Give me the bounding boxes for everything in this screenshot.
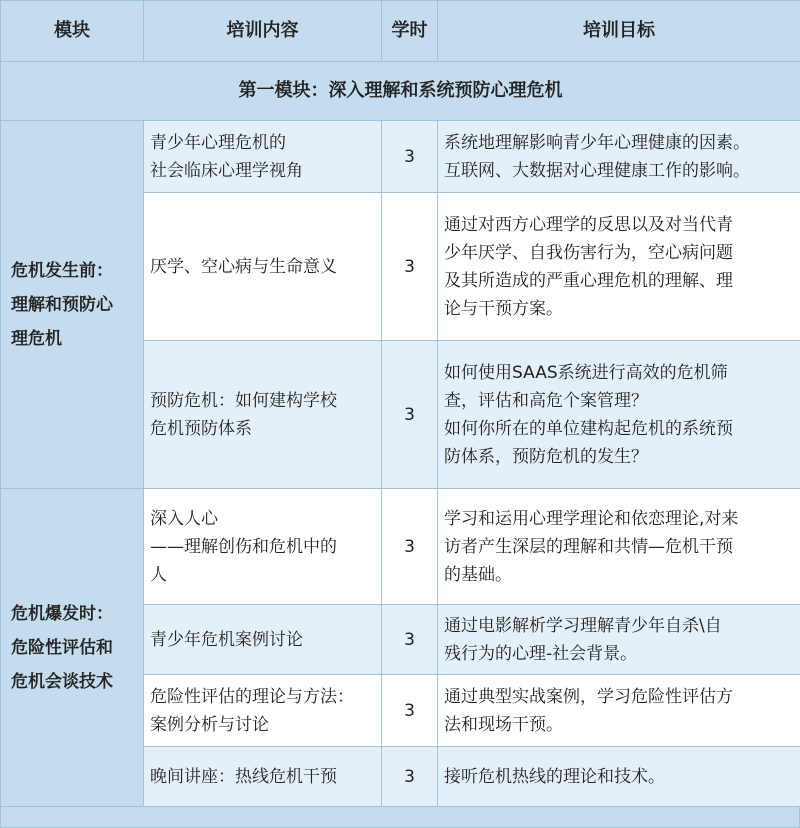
goal-cell <box>438 489 800 605</box>
content-line: 预防危机：如何建构学校 <box>150 387 375 415</box>
header-content: 培训内容 <box>144 1 382 62</box>
content-cell <box>144 193 382 341</box>
content-cell <box>144 341 382 489</box>
content-cell <box>144 489 382 605</box>
goal-line: 互联网、大数据对心理健康工作的影响。 <box>444 157 794 185</box>
goal-line: 通过典型实战案例，学习危险性评估方 <box>444 683 794 711</box>
content-line: 深入人心 <box>150 505 375 533</box>
goal-line: 系统地理解影响青少年心理健康的因素。 <box>444 129 794 157</box>
content-cell <box>144 747 382 807</box>
hours-cell: 3 <box>382 747 438 807</box>
content-cell <box>144 675 382 747</box>
goal-line: 接听危机热线的理论和技术。 <box>444 763 794 791</box>
hours-cell: 3 <box>382 675 438 747</box>
module-line: 危机会谈技术 <box>11 665 137 699</box>
goal-cell <box>438 675 800 747</box>
hours-cell: 3 <box>382 489 438 605</box>
goal-line: 通过电影解析学习理解青少年自杀\自 <box>444 612 794 640</box>
section-title: 第一模块：深入理解和系统预防心理危机 <box>1 62 800 121</box>
goal-line: 的基础。 <box>444 561 794 589</box>
goal-cell <box>438 605 800 675</box>
content-line: 危机预防体系 <box>150 415 375 443</box>
goal-line: 查，评估和高危个案管理？ <box>444 387 794 415</box>
content-line: 晚间讲座：热线危机干预 <box>150 763 375 791</box>
goal-cell <box>438 341 800 489</box>
goal-line: 残行为的心理-社会背景。 <box>444 640 794 668</box>
header-row <box>1 1 800 62</box>
section-row <box>1 62 800 121</box>
goal-line: 通过对西方心理学的反思以及对当代青 <box>444 211 794 239</box>
goal-line: 法和现场干预。 <box>444 711 794 739</box>
module-line: 理危机 <box>11 322 137 356</box>
content-line: 青少年危机案例讨论 <box>150 626 375 654</box>
content-line: 案例分析与讨论 <box>150 711 375 739</box>
content-cell <box>144 605 382 675</box>
content-line: ——理解创伤和危机中的 <box>150 533 375 561</box>
hours-cell: 3 <box>382 605 438 675</box>
hours-cell: 3 <box>382 193 438 341</box>
goal-line: 如何你所在的单位建构起危机的系统预 <box>444 415 794 443</box>
module-line: 危机爆发时： <box>11 597 137 631</box>
goal-line: 少年厌学、自我伤害行为，空心病问题 <box>444 239 794 267</box>
module-cell <box>1 489 144 807</box>
table-row <box>1 121 800 193</box>
hours-cell: 3 <box>382 121 438 193</box>
content-line: 危险性评估的理论与方法： <box>150 683 375 711</box>
goal-line: 及其所造成的严重心理危机的理解、理 <box>444 267 794 295</box>
goal-line: 学习和运用心理学理论和依恋理论,对来 <box>444 505 794 533</box>
content-line: 厌学、空心病与生命意义 <box>150 253 375 281</box>
goal-line: 论与干预方案。 <box>444 295 794 323</box>
content-line: 人 <box>150 561 375 589</box>
goal-line: 如何使用SAAS系统进行高效的危机筛 <box>444 359 794 387</box>
goal-cell <box>438 121 800 193</box>
module-line: 理解和预防心 <box>11 288 137 322</box>
module-line: 危机发生前： <box>11 254 137 288</box>
module-line: 危险性评估和 <box>11 631 137 665</box>
goal-cell <box>438 747 800 807</box>
content-cell <box>144 121 382 193</box>
module-cell <box>1 121 144 489</box>
content-line: 社会临床心理学视角 <box>150 157 375 185</box>
goal-line: 防体系，预防危机的发生？ <box>444 443 794 471</box>
goal-cell <box>438 193 800 341</box>
table-row <box>1 489 800 605</box>
hours-cell: 3 <box>382 341 438 489</box>
header-hours: 学时 <box>382 1 438 62</box>
goal-line: 访者产生深层的理解和共情—危机干预 <box>444 533 794 561</box>
header-module: 模块 <box>1 1 144 62</box>
header-goal: 培训目标 <box>438 1 800 62</box>
content-line: 青少年心理危机的 <box>150 129 375 157</box>
